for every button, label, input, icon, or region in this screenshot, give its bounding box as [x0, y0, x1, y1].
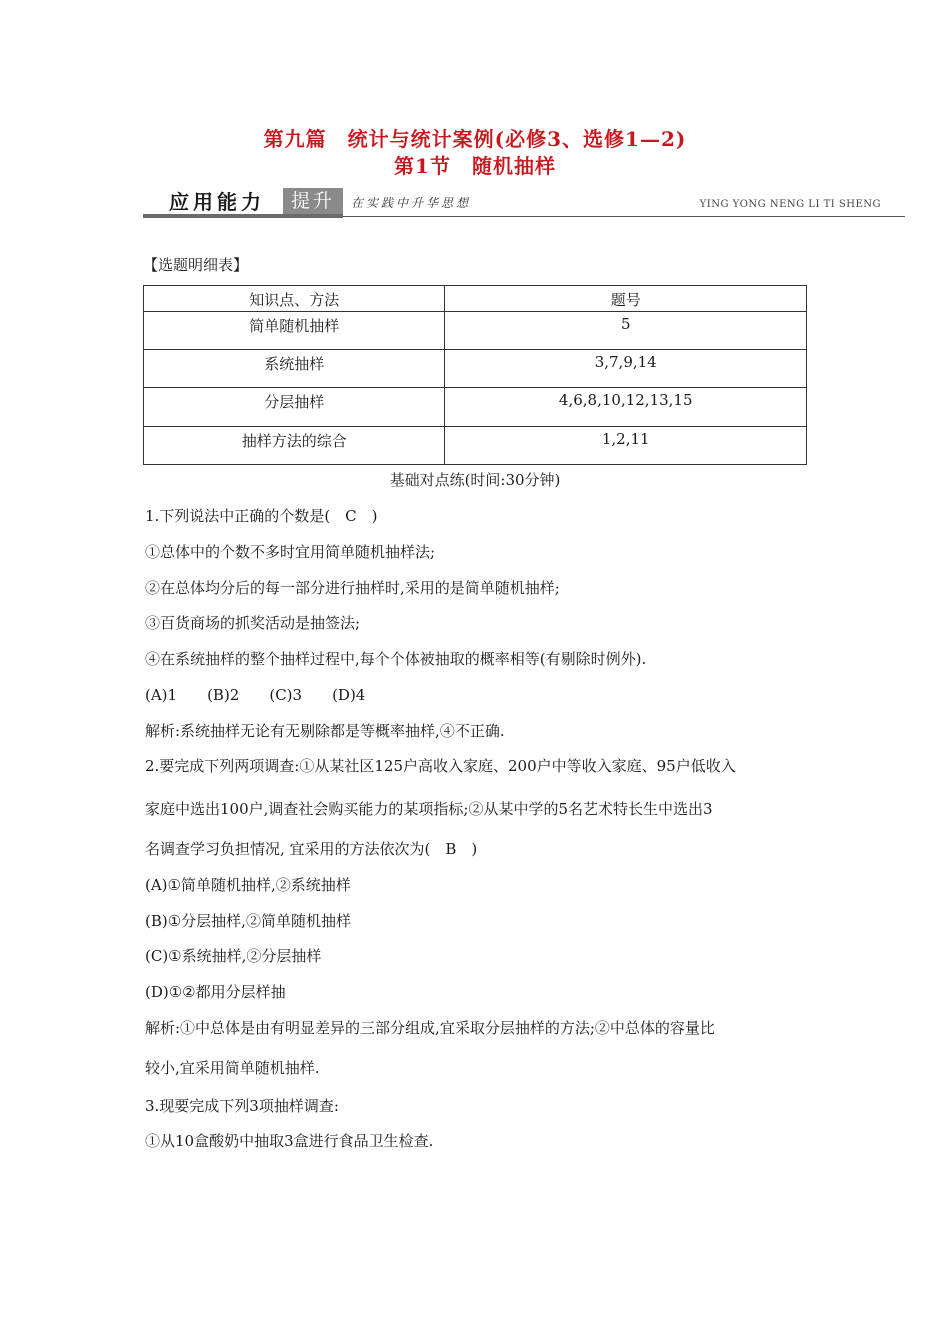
table-cell: 抽样方法的综合	[144, 427, 445, 465]
table-row	[144, 312, 807, 350]
table-cell: 4,6,8,10,12,13,15	[445, 388, 807, 427]
question-1-stem: 1.下列说法中正确的个数是( C )	[145, 507, 378, 525]
question-2-stem-line1: 2.要完成下列两项调查:①从某社区125户高收入家庭、200户中等收入家庭、95户低收入	[145, 757, 736, 775]
question-3-stem: 3.现要完成下列3项抽样调查:	[145, 1097, 339, 1115]
table-row	[144, 350, 807, 388]
banner-boxed-text: 提升	[283, 188, 343, 214]
banner-heading: 应用能力	[169, 190, 265, 214]
section-banner	[143, 188, 905, 220]
question-2-stem-line3: 名调查学习负担情况, 宜采用的方法依次为( B )	[145, 840, 478, 858]
option-b: (B)①分层抽样,②简单随机抽样	[145, 912, 351, 930]
question-detail-table	[143, 285, 807, 465]
statement-2: ②在总体均分后的每一部分进行抽样时,采用的是简单随机抽样;	[145, 579, 560, 597]
exercise-caption: 基础对点练(时间:30分钟)	[389, 471, 561, 489]
question-2-analysis-line1: 解析:①中总体是由有明显差异的三部分组成,宜采取分层抽样的方法;②中总体的容量比	[145, 1019, 715, 1037]
option-c: (C)①系统抽样,②分层抽样	[145, 947, 322, 965]
table-header-cell: 知识点、方法	[144, 286, 445, 312]
section-title: 第1节 随机抽样	[394, 154, 556, 178]
table-row	[144, 388, 807, 427]
question-3-item-1: ①从10盒酸奶中抽取3盒进行食品卫生检查.	[145, 1132, 434, 1150]
table-cell: 3,7,9,14	[445, 350, 807, 388]
section-heading: 【选题明细表】	[143, 256, 249, 274]
table-cell: 5	[445, 312, 807, 350]
table-cell: 系统抽样	[144, 350, 445, 388]
banner-divider	[343, 216, 905, 217]
banner-english: YING YONG NENG LI TI SHENG	[699, 199, 881, 210]
table-header-cell: 题号	[445, 286, 807, 312]
table-cell: 1,2,11	[445, 427, 807, 465]
question-1-options: (A)1 (B)2 (C)3 (D)4	[145, 686, 366, 704]
statement-1: ①总体中的个数不多时宜用简单随机抽样法;	[145, 543, 436, 561]
table-row	[144, 427, 807, 465]
statement-4: ④在系统抽样的整个抽样过程中,每个个体被抽取的概率相等(有剔除时例外).	[145, 650, 647, 668]
banner-divider-thick	[143, 214, 343, 218]
document-title: 第九篇 统计与统计案例(必修3、选修1—2)	[263, 127, 687, 151]
option-d: (D)①②都用分层样抽	[145, 983, 286, 1001]
option-a: (A)①简单随机抽样,②系统抽样	[145, 876, 351, 894]
table-header-row	[144, 286, 807, 312]
table-cell: 分层抽样	[144, 388, 445, 427]
table-cell: 简单随机抽样	[144, 312, 445, 350]
statement-3: ③百货商场的抓奖活动是抽签法;	[145, 614, 361, 632]
banner-tagline: 在实践中升华思想	[351, 196, 472, 210]
question-2-stem-line2: 家庭中选出100户,调查社会购买能力的某项指标;②从某中学的5名艺术特长生中选出3	[145, 800, 713, 818]
question-1-analysis: 解析:系统抽样无论有无剔除都是等概率抽样,④不正确.	[145, 722, 505, 740]
question-2-analysis-line2: 较小,宜采用简单随机抽样.	[145, 1059, 320, 1077]
